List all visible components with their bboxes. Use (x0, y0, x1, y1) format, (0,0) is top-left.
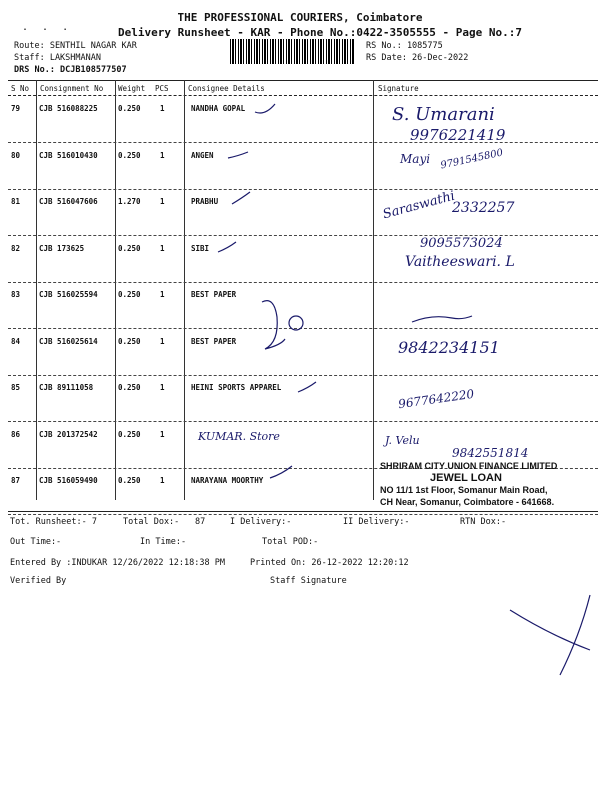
hw-r81-number: 2332257 (452, 200, 515, 216)
row-weight: 0.250 (118, 476, 141, 485)
tick-mark (218, 242, 236, 252)
hw-r86-name: J. Velu (385, 434, 420, 447)
row-pcs: 1 (160, 290, 165, 299)
tick-mark (255, 104, 275, 113)
staff-signature: Staff Signature (270, 576, 347, 586)
stamp-line: SHRIRAM CITY UNION FINANCE LIMITED (380, 461, 558, 471)
row-sno: 83 (11, 290, 21, 299)
rtn-dox: RTN Dox:- (460, 517, 507, 527)
row-pcs: 1 (160, 336, 165, 346)
row-sno: 85 (11, 383, 21, 392)
staff-label: Staff: LAKSHMANAN (14, 53, 101, 63)
row-weight: 0.250 (118, 429, 141, 439)
hw-r86-phone: 9842551814 (452, 446, 529, 460)
hw-r81-name: Saraswathi (381, 188, 457, 223)
in-time: In Time:- (140, 537, 187, 547)
col-header-pcs: PCS (155, 84, 169, 93)
stamp-line: CH Near, Somanur, Coimbatore - 641668. (380, 497, 555, 507)
verified-by: Verified By (10, 576, 67, 586)
i-delivery: I Delivery:- (230, 517, 292, 527)
out-time: Out Time:- (10, 537, 62, 547)
runsheet-subtitle: Delivery Runsheet - KAR - Phone No.:0422-3505555 - Page No.:7 (118, 26, 522, 39)
company-title: THE PROFESSIONAL COURIERS, Coimbatore (177, 11, 423, 24)
stamp-line: JEWEL LOAN (430, 472, 502, 484)
row-pcs: 1 (160, 429, 165, 439)
row-consignee: ANGEN (191, 150, 214, 160)
printed-on: Printed On: 26-12-2022 12:20:12 (250, 558, 409, 568)
table-bottom-border (8, 511, 598, 512)
row-consignment: CJB 516025594 (39, 290, 98, 299)
hw-r80-phone: 9791545800 (439, 147, 505, 172)
col-header-consignment: Consignment No (40, 84, 104, 93)
row-consignee: NARAYANA MOORTHY (191, 476, 264, 485)
row-consignment: CJB 201372542 (39, 429, 98, 439)
rs-date: RS Date: 26-Dec-2022 (366, 53, 469, 63)
row-weight: 0.250 (118, 290, 141, 299)
hw-r79-name: S. Umarani (392, 104, 495, 125)
bracket-mark (262, 301, 285, 349)
hw-r80-sign: Mayi (400, 152, 431, 166)
hw-r79-phone: 9976221419 (410, 126, 506, 144)
col-header-signature: Signature (378, 84, 419, 93)
row-consignment: CJB 516088225 (39, 104, 98, 113)
total-pod: Total POD:- (262, 537, 319, 547)
row-pcs: 1 (160, 243, 165, 253)
row-consignee: NANDHA GOPAL (191, 104, 246, 113)
tot-runsheet: Tot. Runsheet:- 7 (10, 517, 97, 527)
drs-label: DRS No.: DCJB108577507 (14, 65, 127, 75)
row-sno: 86 (11, 429, 21, 439)
row-sno: 87 (11, 476, 21, 485)
pen-stroke (412, 316, 472, 322)
hw-r84-phone: 9842234151 (398, 338, 500, 357)
row-pcs: 1 (160, 104, 165, 113)
row-consignee: SIBI (191, 243, 210, 253)
tick-mark (232, 192, 250, 204)
ii-delivery: II Delivery:- (343, 517, 410, 527)
row-consignment: CJB 516010430 (39, 150, 98, 160)
tick-mark (270, 466, 292, 478)
hw-r82-phone: 9095573024 (420, 236, 503, 251)
hw-r85-phone: 9677642220 (397, 386, 475, 412)
stamp-line: NO 11/1 1st Floor, Somanur Main Road, (380, 485, 548, 495)
row-sno: 79 (11, 104, 21, 113)
rs-number: RS No.: 1085775 (366, 41, 443, 51)
pen-stroke (560, 595, 590, 675)
col-header-consignee: Consignee Details (188, 84, 265, 93)
company-stamp (380, 460, 590, 508)
col-header-sno: S No (11, 84, 30, 93)
row-weight: 0.250 (118, 383, 141, 392)
circle-mark (289, 316, 303, 330)
row-pcs: 1 (160, 150, 165, 160)
tick-mark (228, 152, 248, 158)
row-pcs: 1 (160, 383, 165, 392)
entered-by: Entered By :INDUKAR 12/26/2022 12:18:38 PM (10, 558, 225, 568)
row-sno: 81 (11, 197, 21, 206)
row-consignee: PRABHU (191, 197, 219, 206)
row-consignee: HEINI SPORTS APPAREL (191, 383, 282, 392)
row-pcs: 1 (160, 476, 165, 485)
pen-stroke (510, 610, 590, 650)
total-dox-value: 87 (195, 517, 206, 527)
row-consignment: CJB 89111058 (39, 383, 94, 392)
route-label: Route: SENTHIL NAGAR KAR (14, 41, 137, 51)
row-consignee: BEST PAPER (191, 290, 237, 299)
total-dox-label: Total Dox:- (123, 517, 180, 527)
header-dots: . . . (22, 22, 73, 33)
row-weight: 0.250 (118, 104, 141, 113)
row-consignment: CJB 516059490 (39, 476, 98, 485)
row-weight: 0.250 (118, 243, 141, 253)
col-header-weight: Weight (118, 84, 146, 93)
row-weight: 1.270 (118, 197, 141, 206)
row-consignee: BEST PAPER (191, 336, 237, 346)
hw-r82-name: Vaitheeswari. L (405, 254, 515, 270)
row-pcs: 1 (160, 197, 165, 206)
row-consignment: CJB 173625 (39, 243, 85, 253)
hw-r86-consignee: KUMAR. Store (198, 430, 280, 443)
row-weight: 0.250 (118, 336, 141, 346)
row-sno: 80 (11, 150, 21, 160)
row-sno: 84 (11, 336, 21, 346)
tick-mark (298, 382, 316, 392)
row-sno: 82 (11, 243, 21, 253)
row-consignment: CJB 516025614 (39, 336, 98, 346)
row-consignment: CJB 516047606 (39, 197, 98, 206)
row-weight: 0.250 (118, 150, 141, 160)
